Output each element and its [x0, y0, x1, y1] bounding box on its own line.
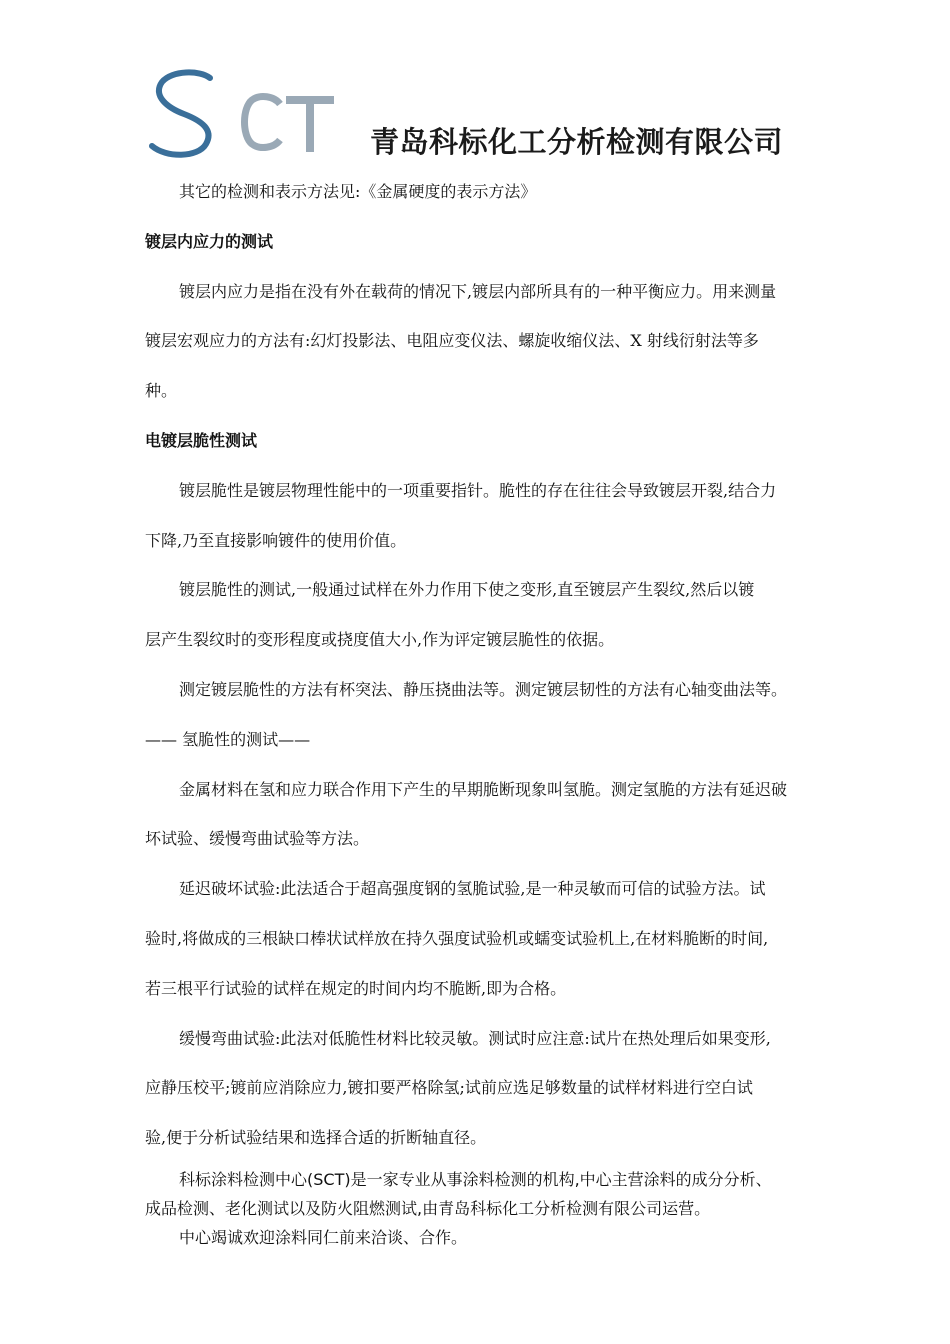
sct-logo: [148, 66, 348, 162]
paragraph-line: 镀层内应力是指在没有外在载荷的情况下,镀层内部所具有的一种平衡应力。用来测量: [179, 282, 777, 301]
paragraph-line: 测定镀层脆性的方法有杯突法、静压挠曲法等。测定镀层韧性的方法有心轴变曲法等。: [179, 680, 788, 699]
paragraph-line: 验,便于分析试验结果和选择合适的折断轴直径。: [145, 1128, 487, 1147]
section-title-hydrogen: —— 氢脆性的测试——: [145, 730, 311, 749]
paragraph-line: 延迟破坏试验:此法适合于超高强度钢的氢脆试验,是一种灵敏而可信的试验方法。试: [179, 879, 766, 898]
paragraph-line: 缓慢弯曲试验:此法对低脆性材料比较灵敏。测试时应注意:试片在热处理后如果变形,: [179, 1029, 771, 1048]
paragraph-line: 坏试验、缓慢弯曲试验等方法。: [145, 829, 370, 848]
logo-letter-t-stem: [306, 96, 314, 152]
paragraph-line: 金属材料在氢和应力联合作用下产生的早期脆断现象叫氢脆。测定氢脆的方法有延迟破: [179, 780, 788, 799]
paragraph-line: 种。: [145, 381, 178, 400]
paragraph-line: 镀层脆性是镀层物理性能中的一项重要指针。脆性的存在往往会导致镀层开裂,结合力: [179, 481, 777, 500]
paragraph-line: 镀层脆性的测试,一般通过试样在外力作用下使之变形,直至镀层产生裂纹,然后以镀: [179, 580, 755, 599]
footer-line: 科标涂料检测中心(SCT)是一家专业从事涂料检测的机构,中心主营涂料的成分分析、: [179, 1170, 772, 1189]
company-name: 青岛科标化工分析检测有限公司: [370, 125, 784, 159]
section-title-stress: 镀层内应力的测试: [145, 232, 274, 251]
paragraph-line: 验时,将做成的三根缺口棒状试样放在持久强度试验机或蠕变试验机上,在材料脆断的时间,: [145, 929, 769, 948]
paragraph-line: 下降,乃至直接影响镀件的使用价值。: [145, 531, 407, 550]
paragraph-line: 镀层宏观应力的方法有:幻灯投影法、电阻应变仪法、螺旋收缩仪法、X 射线衍射法等多: [145, 331, 759, 350]
intro-line: 其它的检测和表示方法见:《金属硬度的表示方法》: [179, 182, 537, 201]
section-title-brittleness: 电镀层脆性测试: [145, 431, 258, 450]
paragraph-line: 若三根平行试验的试样在规定的时间内均不脆断,即为合格。: [145, 979, 567, 998]
page-header: [148, 66, 788, 162]
paragraph-line: 层产生裂纹时的变形程度或挠度值大小,作为评定镀层脆性的依据。: [145, 630, 615, 649]
paragraph-line: 应静压校平;镀前应消除应力,镀扣要严格除氢;试前应选足够数量的试样材料进行空白试: [145, 1078, 753, 1097]
logo-letter-c: [245, 97, 281, 148]
logo-letter-s: [152, 72, 210, 154]
footer-line: 成品检测、老化测试以及防火阻燃测试,由青岛科标化工分析检测有限公司运营。: [145, 1199, 711, 1218]
footer-line: 中心竭诚欢迎涂料同仁前来洽谈、合作。: [179, 1228, 468, 1247]
